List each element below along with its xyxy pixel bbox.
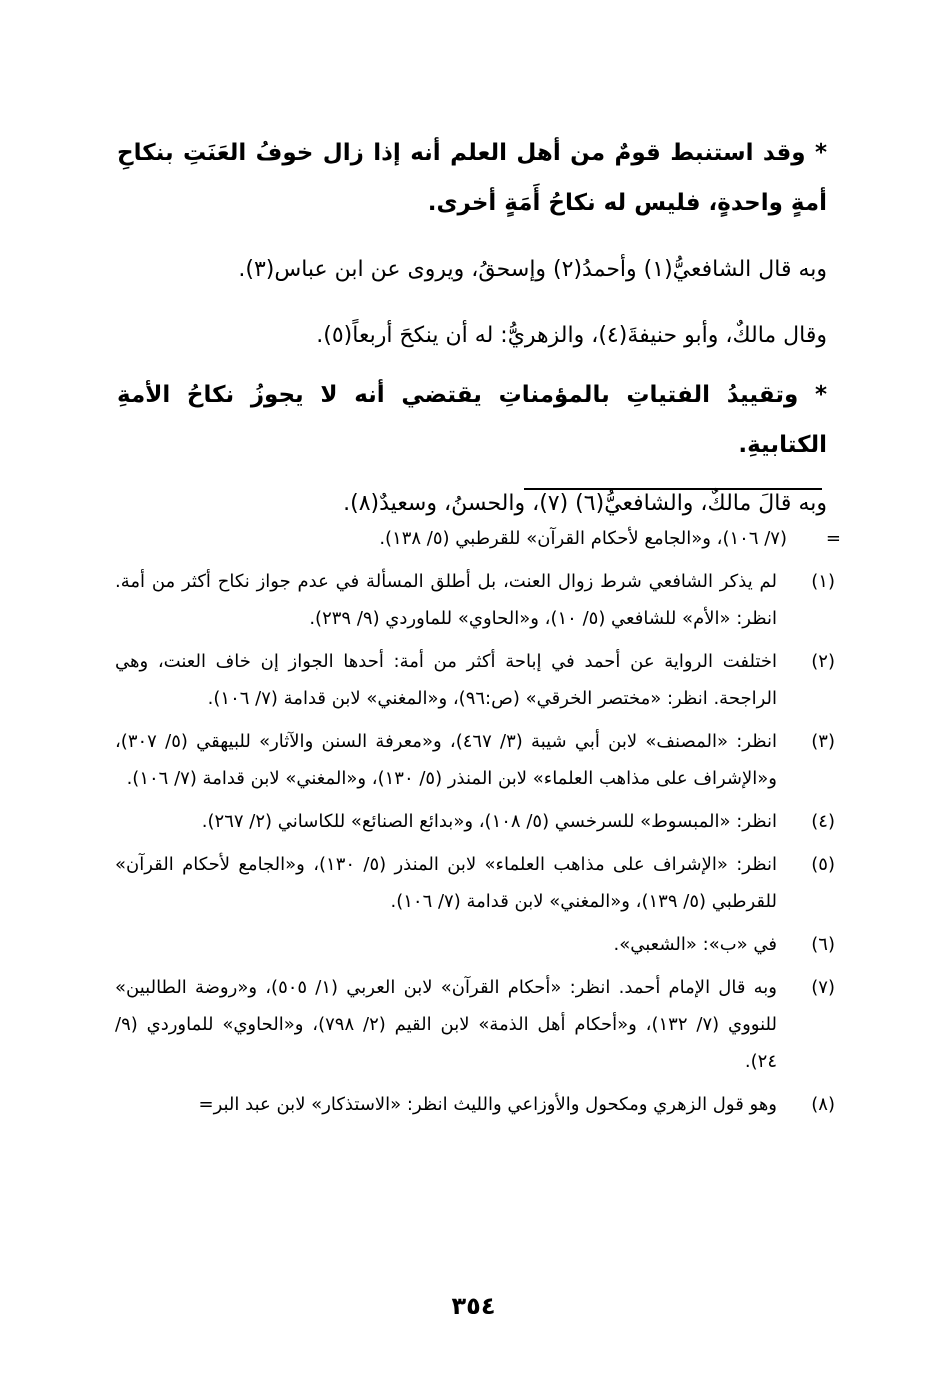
footnote-3 (115, 723, 835, 797)
footnote-number: (١) (811, 571, 835, 592)
main-text (117, 128, 827, 528)
footnote-4 (115, 803, 835, 840)
main-paragraph-2: وبه قال الشافعيُّ(١) وأحمدُ(٢) وإسحقُ، ويروى عن ابن عباس(٣). (238, 257, 827, 282)
main-paragraph-3: وقال مالكٌ، وأبو حنيفةَ(٤)، والزهريُّ: له أن ينكحَ أربعاً(٥). (316, 323, 827, 348)
footnote-text: في «ب»: «الشعبي». (613, 934, 777, 955)
footnote-text: انظر: «المصنف» لابن أبي شيبة (٣/ ٤٦٧)، و«معرفة السنن والآثار» للبيهقي (٥/ ٣٠٧)، و«الإشراف على مذاهب العلماء» لابن المنذر (٥/ ١٣٠)، و«المغني» لابن قدامة (٧/ ١٠٦). (115, 731, 777, 789)
footnote-number: (٣) (811, 731, 835, 752)
main-paragraph-4: وبه قالَ مالكٌ، والشافعيُّ(٦) (٧)، والحسنُ، وسعيدٌ(٨). (343, 491, 827, 516)
footnote-text: وهو قول الزهري ومكحول والأوزاعي والليث انظر: «الاستذكار» لابن عبد البر= (198, 1094, 777, 1115)
footnote-number: (٢) (811, 651, 835, 672)
main-paragraph-bold-1: * وقد استنبط قومٌ من أهل العلم أنه إذا زال خوفُ العَنَتِ بنكاحِ أمةٍ واحدةٍ، فليس له نكاحُ أَمَةٍ أخرى. (117, 140, 827, 216)
footnote-separator (524, 488, 822, 490)
main-paragraph-bold-2: * وتقييدُ الفتياتِ بالمؤمناتِ يقتضي أنه لا يجوزُ نكاحُ الأمةِ الكتابيةِ. (117, 382, 827, 458)
continuation-text: (٧/ ١٠٦)، و«الجامع لأحكام القرآن» للقرطبي (٥/ ١٣٨). (379, 528, 787, 549)
footnote-text: اختلفت الرواية عن أحمد في إباحة أكثر من أمة: أحدها الجواز إن خاف العنت، وهي الراجحة. انظر: «مختصر الخرقي» (ص:٩٦)، و«المغني» لابن قدامة (٧/ ١٠٦). (115, 651, 777, 709)
continuation-marker: = (825, 528, 841, 549)
footnote-7 (115, 969, 835, 1080)
footnote-5 (115, 846, 835, 920)
page-number: ٣٥٤ (451, 1292, 496, 1320)
footnote-1 (115, 563, 835, 637)
footnote-continuation (115, 520, 841, 557)
footnote-text: لم يذكر الشافعي شرط زوال العنت، بل أطلق المسألة في عدم جواز نكاح أكثر من أمة. انظر: «الأم» للشافعي (٥/ ١٠)، و«الحاوي» للماوردي (٩/ ٢٣٩). (115, 571, 777, 629)
footnote-text: وبه قال الإمام أحمد. انظر: «أحكام القرآن» لابن العربي (١/ ٥٠٥)، و«روضة الطالبين» للنووي (٧/ ١٣٢)، و«أحكام أهل الذمة» لابن القيم (٢/ ٧٩٨)، و«الحاوي» للماوردي (٩/ ٢٤). (115, 977, 778, 1072)
footnote-6 (115, 926, 835, 963)
footnotes (115, 520, 841, 1129)
footnote-text: انظر: «المبسوط» للسرخسي (٥/ ١٠٨)، و«بدائع الصنائع» للكاساني (٢/ ٢٦٧). (201, 811, 777, 832)
footnote-8 (115, 1086, 835, 1123)
footnote-2 (115, 643, 835, 717)
footnote-text: انظر: «الإشراف على مذاهب العلماء» لابن المنذر (٥/ ١٣٠)، و«الجامع لأحكام القرآن» للقرطبي (٥/ ١٣٩)، و«المغني» لابن قدامة (٧/ ١٠٦). (115, 854, 777, 912)
footnote-number: (٧) (811, 977, 835, 998)
footnote-number: (٨) (811, 1094, 835, 1115)
footnote-number: (٦) (811, 934, 835, 955)
footnote-number: (٥) (811, 854, 835, 875)
footnote-number: (٤) (811, 811, 835, 832)
